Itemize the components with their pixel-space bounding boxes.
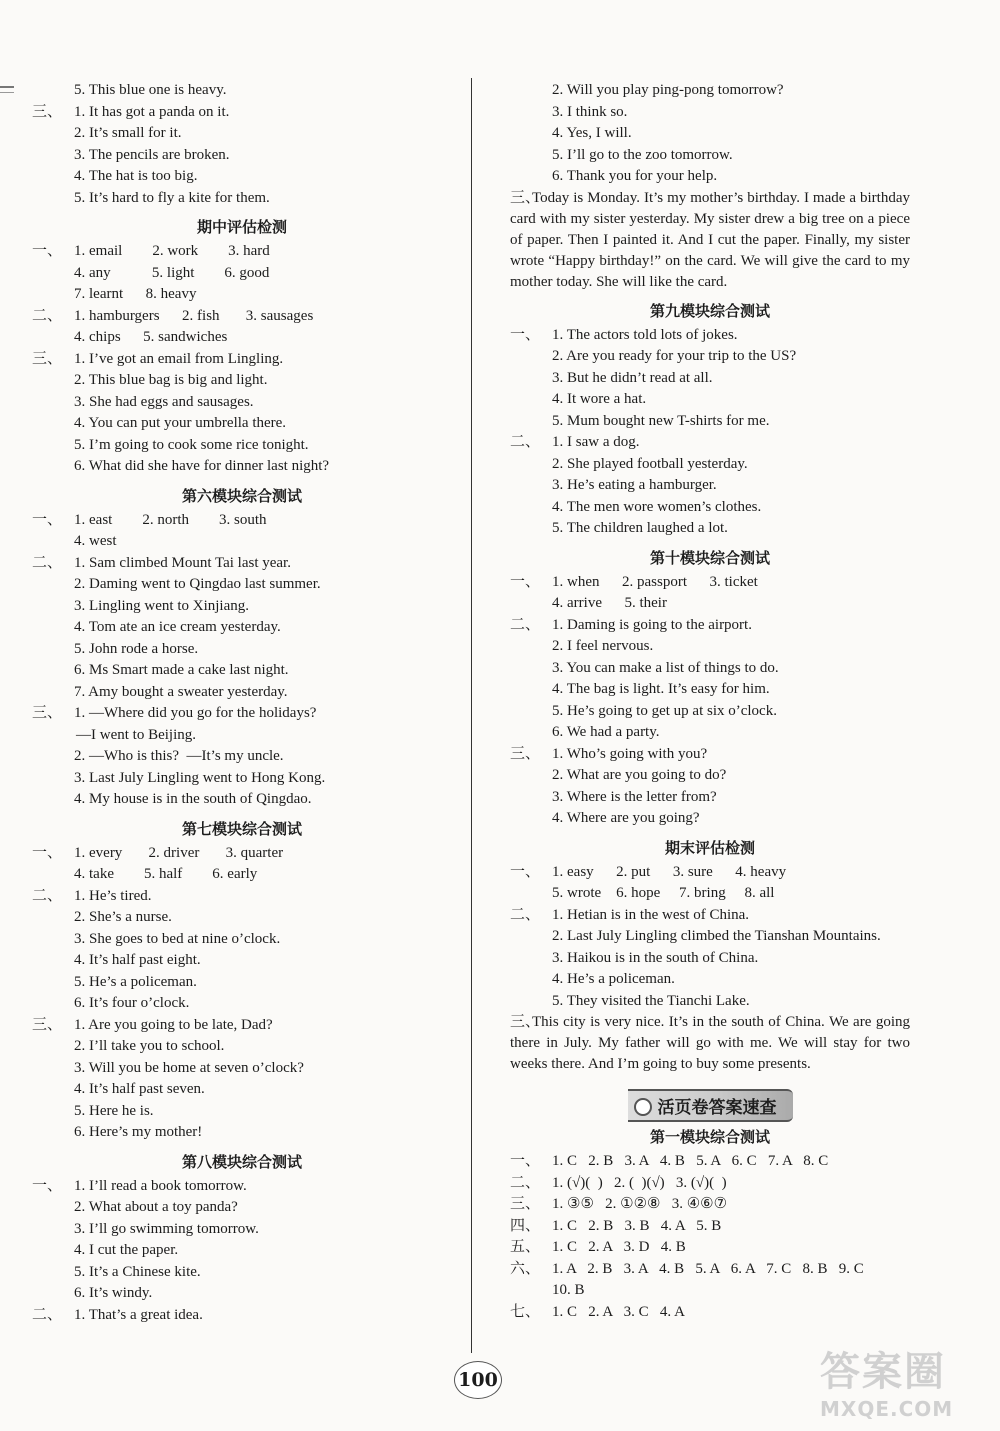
answer-line [510,497,910,519]
answer-text: 5. The children laughed a lot. [552,520,728,536]
answer-text: 3. She had eggs and sausages. [74,393,254,410]
answer-line [510,1194,910,1216]
answer-line [32,950,452,972]
answer-line [32,682,452,704]
answer-line [32,1122,452,1144]
part-label: 三、 [32,350,63,367]
part-label: 三、 [32,1016,63,1033]
part-label: 三、 [510,1196,541,1212]
answer-text: 5. wrote 6. hope 7. bring 8. all [552,885,775,901]
section-heading: 第六模块综合测试 [181,486,302,505]
answer-text: 1. east 2. north 3. south [74,511,267,528]
answer-line [510,1259,910,1281]
section-heading: 第九模块综合测试 [649,301,770,320]
answer-text: 3. But he didn’t read at all. [552,369,713,386]
answer-text: 4. It’s half past eight. [74,952,201,968]
answer-line [510,1237,910,1259]
answer-text: 1. C 2. B 3. B 4. A 5. B [552,1217,722,1234]
answer-text: 4. The bag is light. It’s easy for him. [552,681,770,697]
answer-text: 6. It’s four o’clock. [74,995,190,1011]
answer-text: 2. It’s small for it. [74,125,182,141]
part-label: 三、 [32,705,63,721]
answer-line [510,969,910,991]
answer-text: 1. A 2. B 3. A 4. B 5. A 6. A 7. C 8. B 9. C [552,1260,864,1277]
answer-line [510,991,910,1013]
answer-line [510,883,910,905]
answer-line [510,1280,910,1302]
answer-text: 1. when 2. passport 3. ticket [552,573,758,590]
answer-line [32,510,452,532]
answer-text: 4. It’s half past seven. [74,1081,205,1097]
answer-line [32,263,452,285]
answer-text: 1. I saw a dog. [552,434,640,450]
answer-line [510,518,910,540]
answer-text: 1. That’s a great idea. [74,1306,203,1323]
answer-text: 5. They visited the Tianchi Lake. [552,992,750,1009]
answer-line [32,929,452,951]
answer-text: 6. Thank you for your help. [552,168,718,184]
answer-line [32,639,452,661]
answer-text: 1. easy 2. put 3. sure 4. heavy [552,863,787,880]
answer-line [32,746,452,768]
part-label: 二、 [32,887,63,904]
answer-line [510,636,910,658]
answer-text: 1. I’ll read a book tomorrow. [74,1177,247,1194]
answer-text: 5. Here he is. [74,1102,154,1119]
paragraph-text: This city is very nice. It’s in the south of China. We are going there in July. My father will go with me. We will stay for two weeks there. And I’m going to buy some presents. [510,1014,910,1072]
answer-text: 2. Last July Lingling climbed the Tianshan Mountains. [552,928,881,944]
answer-line [32,392,452,414]
answer-banner [510,1089,910,1119]
answer-text: 1. —Where did you go for the holidays? [74,705,317,721]
answer-text: 5. It’s a Chinese kite. [74,1263,201,1280]
answer-text: 1. C 2. A 3. C 4. A [552,1303,685,1320]
answer-text: 3. Last July Lingling went to Hong Kong. [74,769,326,786]
answer-text: 4. Yes, I will. [552,125,632,141]
answer-line [32,1283,452,1305]
answer-text: 5. This blue one is heavy. [74,82,227,98]
answer-text: 4. west [74,533,117,549]
part-label: 一、 [510,326,541,343]
part-label: 一、 [32,1177,63,1194]
answer-line [32,1219,452,1241]
answer-text: 2. What are you going to do? [552,767,727,783]
answer-text: 4. Where are you going? [552,810,700,826]
answer-line [510,808,910,830]
answer-line [32,972,452,994]
answer-line [32,145,452,167]
answer-line [510,572,910,594]
answer-text: 6. What did she have for dinner last night? [74,458,330,474]
answer-line [32,1015,452,1037]
left-column [32,80,452,1326]
answer-text: 5. He’s going to get up at six o’clock. [552,702,777,719]
answer-text: 2. She played football yesterday. [552,455,748,472]
part-label: 七、 [510,1303,541,1320]
answer-line [32,102,452,124]
part-label: 二、 [32,554,63,571]
answer-text: 5. It’s hard to fly a kite for them. [74,189,270,206]
answer-text: 4. take 5. half 6. early [74,866,258,882]
answer-line [32,907,452,929]
answer-line [510,679,910,701]
answer-line [510,432,910,454]
paragraph-text: Today is Monday. It’s my mother’s birthday. I made a birthday card with my sister yesterday. My sister drew a big tree on a piece of paper. Then I painted it. And I cut the paper. Finally, my sister wrote “Happy birthday!” on the card. We will give the card to my mother today. She will like the card. [510,189,910,290]
answer-text: 5. I’m going to cook some rice tonight. [74,436,309,453]
answer-line [32,284,452,306]
answer-text: 2. Will you play ping-pong tomorrow? [552,82,784,98]
answer-line [32,1079,452,1101]
answer-text: 3. Haikou is in the south of China. [552,949,759,966]
answer-text: 3. He’s eating a hamburger. [552,477,717,493]
answer-text: 2. I feel nervous. [552,638,654,654]
watermark-url: MXQE.COM [820,1397,954,1421]
answer-text: 3. Will you be home at seven o’clock? [74,1059,304,1076]
answer-text: 1. Who’s going with you? [552,745,708,762]
section-heading: 第八模块综合测试 [181,1152,302,1171]
answer-line [32,241,452,263]
answer-line [32,1101,452,1123]
answer-line [510,411,910,433]
margin-rule [0,86,14,88]
answer-text: 4. The men wore women’s clothes. [552,498,762,515]
part-label: 三、 [510,1014,541,1030]
answer-text: 6. Here’s my mother! [74,1124,203,1140]
answer-text: 5. He’s a policeman. [74,973,197,990]
part-label: 二、 [510,906,541,923]
answer-line [32,789,452,811]
part-label: 二、 [510,434,541,450]
answer-line [32,864,452,886]
answer-line [32,413,452,435]
answer-line [510,701,910,723]
answer-line [32,1176,452,1198]
answer-text: 2. She’s a nurse. [74,909,172,925]
answer-line [510,1216,910,1238]
part-label: 二、 [32,1306,63,1323]
answer-text: 1. Are you going to be late, Dad? [74,1016,273,1033]
answer-text: 1. every 2. driver 3. quarter [74,844,284,861]
answer-line [32,660,452,682]
answer-text: 6. We had a party. [552,724,660,740]
answer-line [510,905,910,927]
answer-text: 10. B [552,1282,585,1298]
answer-line [510,145,910,167]
answer-line [510,80,910,102]
answer-line [510,325,910,347]
answer-text: 2. —Who is this? —It’s my uncle. [74,748,284,764]
answer-text: 4. My house is in the south of Qingdao. [74,791,312,807]
answer-line [32,123,452,145]
answer-line [32,1240,452,1262]
answer-line [510,615,910,637]
answer-line [32,435,452,457]
answer-text: 4. He’s a policeman. [552,971,675,987]
answer-line [32,725,452,747]
answer-text: 3. I’ll go swimming tomorrow. [74,1220,259,1237]
answer-text: 4. It wore a hat. [552,391,647,407]
answer-text: 7. Amy bought a sweater yesterday. [74,683,288,700]
answer-text: 3. The pencils are broken. [74,146,230,163]
answer-line [510,862,910,884]
answer-line [32,456,452,478]
answer-text: 1. The actors told lots of jokes. [552,326,738,343]
answer-line [32,843,452,865]
answer-line [510,102,910,124]
section-heading: 第一模块综合测试 [649,1128,770,1146]
answer-line [32,1197,452,1219]
section-heading: 第十模块综合测试 [649,548,770,567]
part-label: 三、 [510,189,541,206]
answer-text: 3. I think so. [552,103,628,120]
answer-line [510,1173,910,1195]
answer-text: 1. It has got a panda on it. [74,103,230,120]
answer-line [32,349,452,371]
answer-line [510,744,910,766]
answer-text: 5. I’ll go to the zoo tomorrow. [552,146,733,163]
answer-line [32,768,452,790]
answer-text: 1. hamburgers 2. fish 3. sausages [74,307,314,324]
answer-text: 6. It’s windy. [74,1285,153,1301]
answer-text: 4. chips 5. sandwiches [74,329,228,345]
answer-line [510,1151,910,1173]
answer-text: 5. Mum bought new T-shirts for me. [552,412,770,429]
margin-rule-thin [0,92,14,93]
part-label: 一、 [32,243,63,259]
answer-text: 4. I cut the paper. [74,1242,179,1258]
part-label: 三、 [510,745,541,762]
answer-text: 1. Sam climbed Mount Tai last year. [74,554,291,571]
answer-line [32,703,452,725]
watermark-title: 答案圈 [820,1349,946,1395]
answer-line [510,166,910,188]
answer-text: 3. Lingling went to Xinjiang. [74,597,249,614]
answer-text: 1. C 2. A 3. D 4. B [552,1239,686,1255]
answer-text: 6. Ms Smart made a cake last night. [74,662,289,678]
answer-text: 2. I’ll take you to school. [74,1038,225,1054]
answer-text: 4. arrive 5. their [552,595,667,611]
answer-line [32,166,452,188]
answer-text: 1. C 2. B 3. A 4. B 5. A 6. C 7. A 8. C [552,1153,829,1169]
answer-text: 1. Hetian is in the west of China. [552,906,750,923]
answer-line [32,327,452,349]
answer-line [510,658,910,680]
circle-icon [634,1098,652,1116]
answer-line [510,948,910,970]
page-number: 100 [454,1361,502,1399]
part-label: 一、 [32,511,63,528]
answer-line [32,1036,452,1058]
answer-line [32,1058,452,1080]
answer-text: 1. (√)( ) 2. ( )(√) 3. (√)( ) [552,1174,727,1191]
answer-line [510,926,910,948]
answer-line [32,617,452,639]
watermark-logo [820,1340,990,1425]
answer-text: 3. She goes to bed at nine o’clock. [74,930,281,947]
answer-text: 4. You can put your umbrella there. [74,415,287,431]
answer-line [32,531,452,553]
answer-text: 5. John rode a horse. [74,640,199,657]
answer-line [510,123,910,145]
answer-text: 3. Where is the letter from? [552,788,717,805]
answer-text: 7. learnt 8. heavy [74,286,197,302]
part-label: 二、 [32,307,63,324]
part-label: 一、 [510,1153,541,1169]
answer-text: 1. ③⑤ 2. ①②⑧ 3. ④⑥⑦ [552,1196,728,1212]
answer-text: 1. Daming is going to the airport. [552,616,752,633]
part-label: 五、 [510,1239,541,1255]
answer-line [32,188,452,210]
section-heading: 第七模块综合测试 [181,819,302,838]
answer-text: 4. any 5. light 6. good [74,264,270,281]
answer-text: 2. This blue bag is big and light. [74,372,268,388]
part-label: 二、 [510,1174,541,1191]
part-label: 一、 [510,573,541,590]
answer-line [510,765,910,787]
answer-text: 4. Tom ate an ice cream yesterday. [74,619,281,635]
answer-paragraph [510,188,910,293]
part-label: 二、 [510,616,541,633]
answer-line [32,80,452,102]
column-divider [471,78,472,1353]
answer-text: 1. email 2. work 3. hard [74,243,270,259]
part-label: 四、 [510,1217,541,1234]
answer-line [510,593,910,615]
answer-line [32,1262,452,1284]
answer-line [510,368,910,390]
part-label: 一、 [32,844,63,861]
banner-label [628,1089,793,1122]
answer-text: 2. What about a toy panda? [74,1199,238,1215]
answer-text: 2. Daming went to Qingdao last summer. [74,576,321,592]
part-label: 三、 [32,103,63,120]
answer-line [32,306,452,328]
answer-line [32,370,452,392]
answer-line [510,475,910,497]
answer-line [32,574,452,596]
answer-paragraph [510,1012,910,1075]
answer-line [510,722,910,744]
answer-text: 1. I’ve got an email from Lingling. [74,350,284,367]
answer-text: 4. The hat is too big. [74,168,198,184]
part-label: 六、 [510,1260,541,1277]
page-number-badge [448,1357,508,1407]
banner-text: 活页卷答案速查 [657,1098,777,1118]
answer-text: 2. Are you ready for your trip to the US? [552,348,797,364]
answer-line [32,886,452,908]
part-label: 一、 [510,863,541,880]
answer-line [510,389,910,411]
answer-line [510,346,910,368]
answer-text: 1. He’s tired. [74,887,152,904]
answer-line [510,787,910,809]
answer-text: —I went to Beijing. [76,726,196,743]
answer-line [32,993,452,1015]
answer-line [32,1305,452,1327]
answer-line [32,596,452,618]
answer-text: 3. You can make a list of things to do. [552,659,779,676]
answer-line [510,1302,910,1324]
right-column [510,80,910,1323]
answer-line [32,553,452,575]
answer-line [510,454,910,476]
section-heading: 期中评估检测 [196,218,287,236]
section-heading: 期末评估检测 [664,838,755,857]
